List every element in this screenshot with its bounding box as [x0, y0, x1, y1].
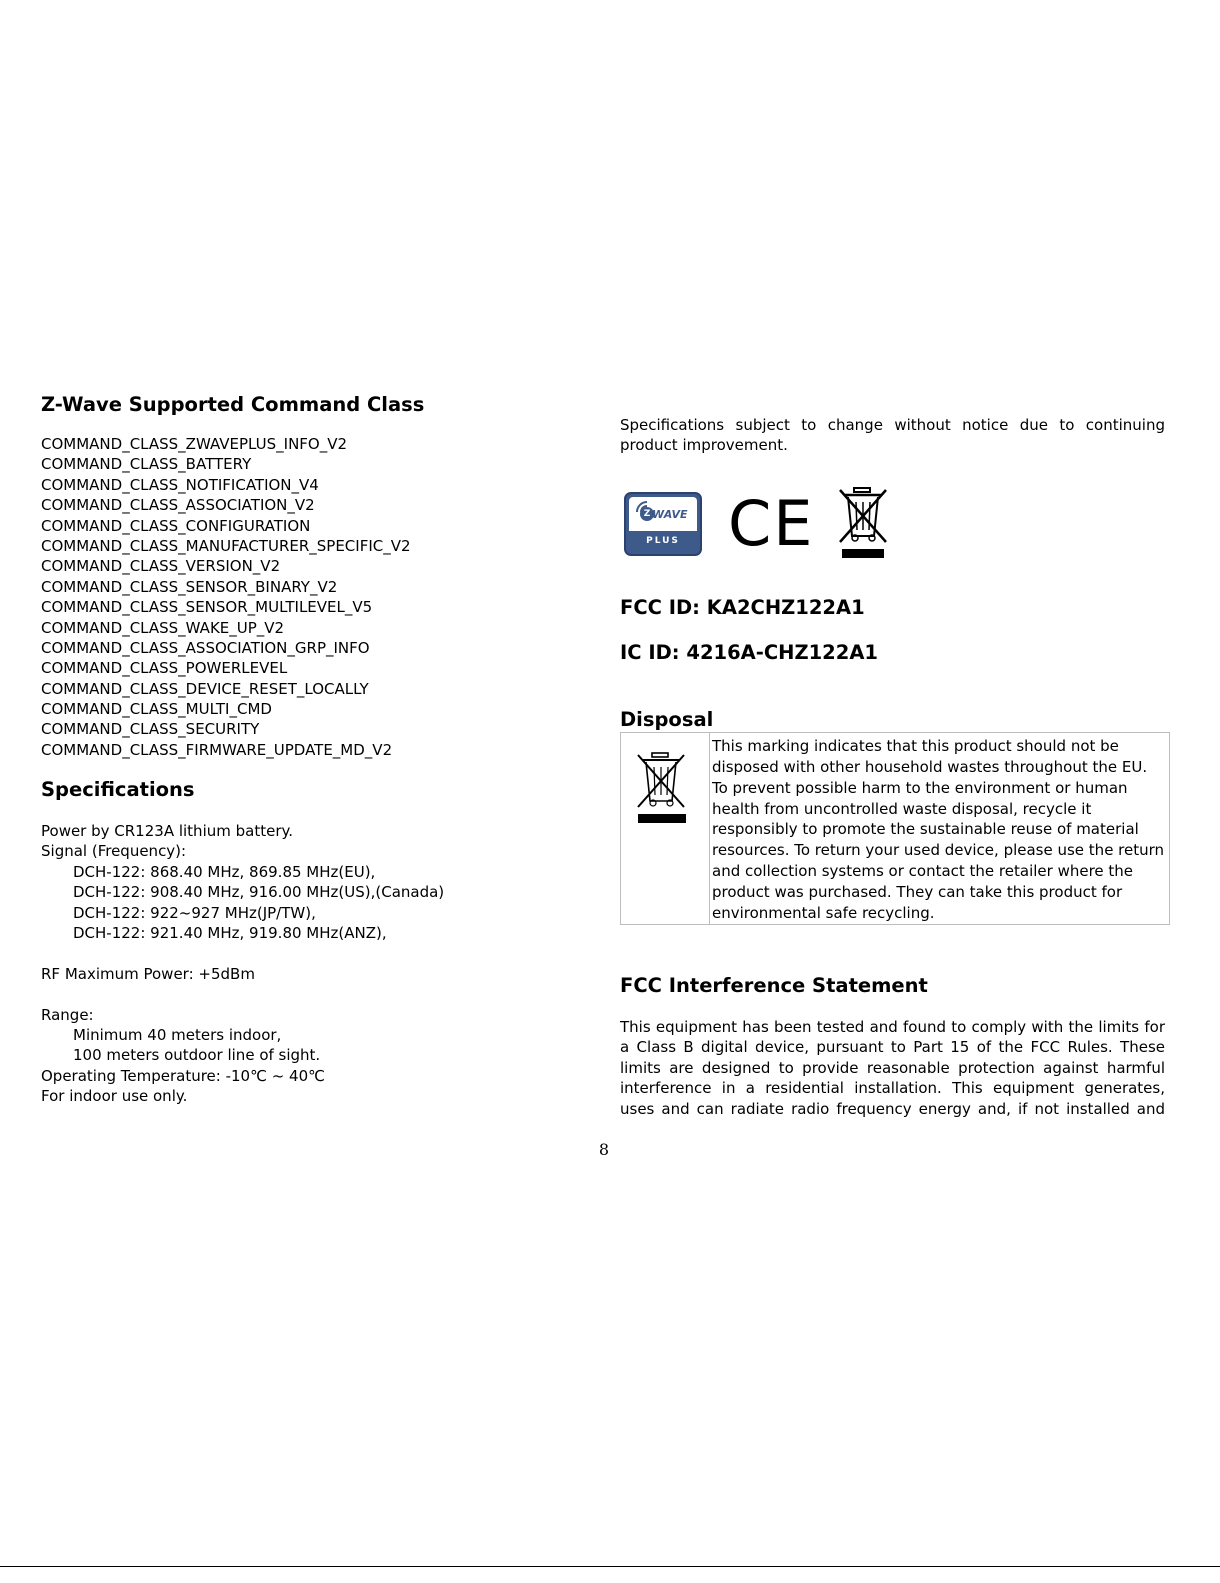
list-item: COMMAND_CLASS_DEVICE_RESET_LOCALLY	[41, 679, 369, 698]
ce-mark-logo: CE	[728, 487, 815, 560]
power-text: Power by CR123A lithium battery.	[41, 822, 293, 840]
crossed-bin-icon	[836, 486, 890, 562]
list-item: COMMAND_CLASS_ZWAVEPLUS_INFO_V2	[41, 435, 348, 453]
list-item: COMMAND_CLASS_ASSOCIATION_V2	[41, 496, 315, 515]
list-item: COMMAND_CLASS_BATTERY	[41, 455, 252, 474]
range-line: 100 meters outdoor line of sight.	[73, 1046, 321, 1065]
range-label: Range:	[41, 1005, 94, 1024]
list-item: COMMAND_CLASS_VERSION_V2	[41, 557, 281, 576]
list-item: COMMAND_CLASS_SENSOR_BINARY_V2	[41, 577, 338, 596]
list-item: COMMAND_CLASS_MULTI_CMD	[41, 700, 272, 719]
ic-id-heading: IC ID: 4216A-CHZ122A1	[620, 641, 878, 664]
list-item: COMMAND_CLASS_CONFIGURATION	[41, 516, 311, 535]
disposal-icon-cell	[621, 733, 710, 925]
rf-power-text: RF Maximum Power: +5dBm	[41, 964, 255, 983]
zwave-command-class-heading: Z-Wave Supported Command Class	[41, 393, 425, 416]
zwave-plus-label: PLUS	[646, 536, 680, 546]
fcc-interference-text: This equipment has been tested and found to comply with the limits for a Class B digital device, pursuant to Part 15 of the FCC Rules. These limits are designed to provide reasonable protection against harmful interference in a residential installation. This equipment generates, uses and can radiate radio frequency energy and, if not installed and	[620, 1018, 1165, 1118]
command-class-list	[41, 434, 411, 760]
fcc-id-heading: FCC ID: KA2CHZ122A1	[620, 596, 865, 619]
disposal-text: This marking indicates that this product should not be disposed with other household wastes throughout the EU. To prevent possible harm to the environment or human health from uncontrolled waste disposal, recycle it responsibly to promote the sustainable reuse of material resources. To return your used device, please use the return and collection systems or contact the retailer where the product was purchased. They can take this product for environmental safe recycling.	[710, 733, 1170, 925]
list-item: COMMAND_CLASS_MANUFACTURER_SPECIFIC_V2	[41, 536, 411, 555]
fcc-interference-heading: FCC Interference Statement	[620, 974, 928, 997]
list-item: COMMAND_CLASS_POWERLEVEL	[41, 659, 288, 678]
specifications-block	[41, 821, 444, 1106]
zwave-word: WAVE	[652, 508, 688, 521]
range-line: Minimum 40 meters indoor,	[73, 1025, 282, 1044]
disposal-table	[620, 732, 1170, 925]
bottom-divider	[0, 1566, 1220, 1567]
signal-label: Signal (Frequency):	[41, 842, 187, 861]
list-item: COMMAND_CLASS_WAKE_UP_V2	[41, 618, 285, 637]
signal-line: DCH-122: 868.40 MHz, 869.85 MHz(EU),	[73, 862, 376, 881]
certification-logos	[624, 486, 894, 562]
list-item: COMMAND_CLASS_ASSOCIATION_GRP_INFO	[41, 638, 370, 657]
list-item: COMMAND_CLASS_SENSOR_MULTILEVEL_V5	[41, 598, 373, 617]
indoor-use-text: For indoor use only.	[41, 1087, 188, 1106]
specifications-heading: Specifications	[41, 778, 195, 801]
list-item: COMMAND_CLASS_FIRMWARE_UPDATE_MD_V2	[41, 740, 393, 759]
operating-temperature-text: Operating Temperature: -10℃ ~ 40℃	[41, 1066, 325, 1085]
list-item: COMMAND_CLASS_SECURITY	[41, 720, 260, 739]
page-number: 8	[598, 1140, 610, 1159]
signal-line: DCH-122: 908.40 MHz, 916.00 MHz(US),(Canada)	[73, 883, 445, 902]
signal-line: DCH-122: 921.40 MHz, 919.80 MHz(ANZ),	[73, 923, 387, 942]
list-item: COMMAND_CLASS_NOTIFICATION_V4	[41, 475, 319, 494]
disposal-heading: Disposal	[620, 708, 714, 731]
signal-line: DCH-122: 922~927 MHz(JP/TW),	[73, 903, 316, 922]
zwave-z-badge: Z	[640, 507, 654, 521]
crossed-bin-icon	[633, 751, 689, 827]
zwave-plus-logo	[624, 492, 702, 556]
spec-notice-text: Specifications subject to change without notice due to continuing product improvement.	[620, 416, 1165, 455]
